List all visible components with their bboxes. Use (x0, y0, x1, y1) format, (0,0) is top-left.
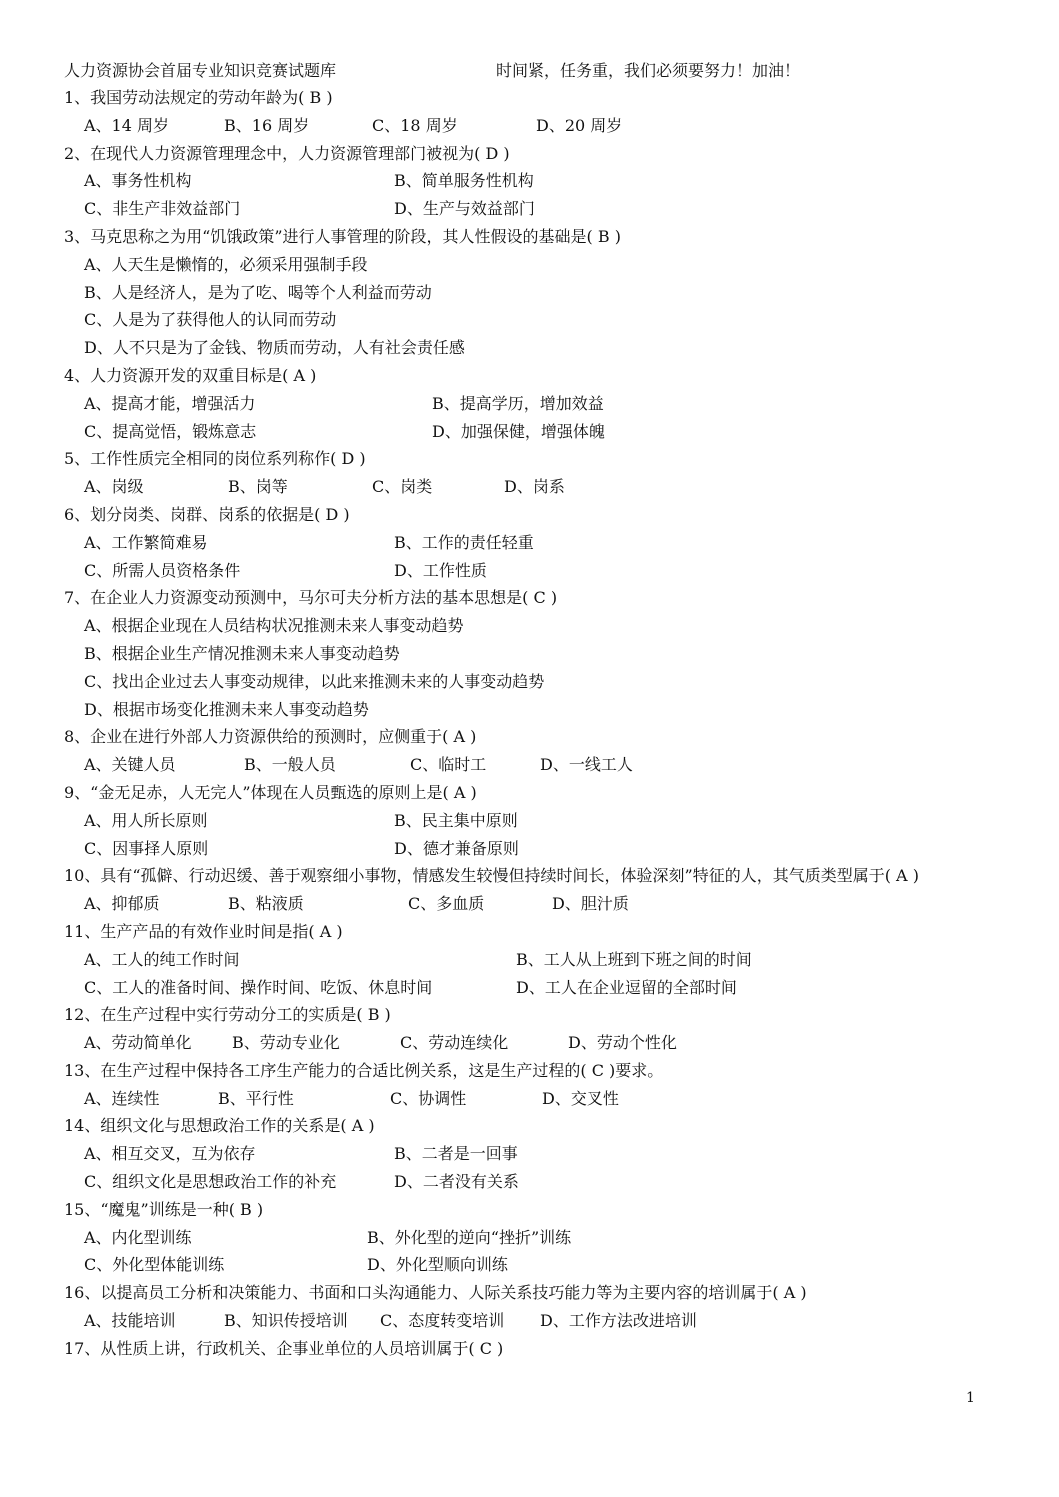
options-row (64, 1029, 994, 1057)
option-a: B、人是经济人，是为了吃、喝等个人利益而劳动 (84, 282, 432, 302)
option-c: C、态度转变培训 (380, 1311, 505, 1331)
option-b: B、外化型的逆向“挫折”训练 (367, 1227, 572, 1247)
option-a: A、提高才能，增强活力 (84, 393, 256, 413)
option-b: B、工人从上班到下班之间的时间 (516, 949, 752, 969)
options-row (64, 306, 994, 334)
question-text: 13、在生产过程中保持各工序生产能力的合适比例关系，这是生产过程的( C )要求。 (64, 1060, 664, 1080)
option-a: A、工人的纯工作时间 (84, 949, 240, 969)
option-c: C、18 周岁 (372, 115, 458, 135)
option-b: B、平行性 (218, 1088, 294, 1108)
option-b: D、工人在企业逗留的全部时间 (516, 977, 737, 997)
page-number: 1 (966, 1390, 975, 1406)
options-row (64, 251, 994, 279)
option-b: D、工作性质 (394, 560, 487, 580)
option-c: C、临时工 (410, 755, 487, 775)
option-a: A、劳动简单化 (84, 1033, 192, 1053)
question-text: 9、“金无足赤，人无完人”体现在人员甄选的原则上是( A ) (64, 782, 477, 802)
option-b: B、提高学历，增加效益 (432, 393, 604, 413)
option-a: C、找出企业过去人事变动规律，以此来推测未来的人事变动趋势 (84, 671, 545, 691)
document-page (64, 58, 994, 1363)
question-text: 17、从性质上讲，行政机关、企事业单位的人员培训属于( C ) (64, 1338, 504, 1358)
question-text: 10、具有“孤僻、行动迟缓、善于观察细小事物，情感发生较慢但持续时间长，体验深刻”特征的人，其气质类型属于( A ) (64, 866, 919, 886)
options-row (64, 807, 994, 835)
options-row (64, 167, 994, 195)
option-c: C、多血质 (408, 894, 485, 914)
question-text: 7、在企业人力资源变动预测中，马尔可夫分析方法的基本思想是( C ) (64, 588, 558, 608)
option-b: D、生产与效益部门 (394, 199, 535, 219)
option-a: D、根据市场变化推测未来人事变动趋势 (84, 699, 369, 719)
option-b: D、德才兼备原则 (394, 838, 519, 858)
question-text: 5、工作性质完全相同的岗位系列称作( D ) (64, 449, 366, 469)
option-d: D、20 周岁 (536, 115, 623, 135)
option-a: A、内化型训练 (84, 1227, 192, 1247)
header-title: 人力资源协会首届专业知识竞赛试题库 (64, 61, 337, 80)
options-row (64, 334, 994, 362)
option-a: A、连续性 (84, 1088, 160, 1108)
options-row (64, 890, 994, 918)
option-a: A、事务性机构 (84, 171, 192, 191)
options-row (64, 668, 994, 696)
option-b: B、简单服务性机构 (394, 171, 534, 191)
options-row (64, 751, 994, 779)
options-row (64, 473, 994, 501)
question-text: 4、人力资源开发的双重目标是( A ) (64, 365, 317, 385)
options-row (64, 112, 994, 140)
options-row (64, 418, 994, 446)
options-row (64, 640, 994, 668)
option-a: C、提高觉悟，锻炼意志 (84, 421, 257, 441)
option-a: A、用人所长原则 (84, 810, 208, 830)
options-row (64, 390, 994, 418)
option-b: D、二者没有关系 (394, 1172, 519, 1192)
option-a: C、因事择人原则 (84, 838, 209, 858)
options-row (64, 279, 994, 307)
option-a: C、工人的准备时间、操作时间、吃饭、休息时间 (84, 977, 433, 997)
options-row (64, 612, 994, 640)
options-row (64, 1307, 994, 1335)
option-b: B、一般人员 (244, 755, 336, 775)
option-a: C、外化型体能训练 (84, 1255, 225, 1275)
option-b: B、劳动专业化 (232, 1033, 340, 1053)
option-c: C、岗类 (372, 477, 433, 497)
option-c: C、劳动连续化 (400, 1033, 509, 1053)
options-row (64, 974, 994, 1002)
options-row (64, 195, 994, 223)
option-a: A、工作繁简难易 (84, 532, 208, 552)
header-slogan: 时间紧，任务重，我们必须要努力！加油！ (496, 61, 801, 80)
option-a: C、所需人员资格条件 (84, 560, 241, 580)
option-b: B、二者是一回事 (394, 1144, 518, 1164)
option-a: A、相互交叉，互为依存 (84, 1144, 256, 1164)
option-a: D、人不只是为了金钱、物质而劳动，人有社会责任感 (84, 338, 465, 358)
options-row (64, 1224, 994, 1252)
question-text: 1、我国劳动法规定的劳动年龄为( B ) (64, 88, 333, 107)
option-a: C、组织文化是思想政治工作的补充 (84, 1172, 337, 1192)
question-text: 14、组织文化与思想政治工作的关系是( A ) (64, 1116, 375, 1136)
option-d: D、一线工人 (540, 755, 633, 775)
option-b: B、民主集中原则 (394, 810, 518, 830)
options-row (64, 1140, 994, 1168)
options-row (64, 696, 994, 724)
option-b: B、工作的责任轻重 (394, 532, 534, 552)
options-row (64, 529, 994, 557)
option-a: A、抑郁质 (84, 894, 160, 914)
option-a: A、岗级 (84, 477, 144, 497)
option-d: D、交叉性 (542, 1088, 619, 1108)
option-d: D、工作方法改进培训 (540, 1311, 697, 1331)
options-row (64, 946, 994, 974)
options-row (64, 557, 994, 585)
option-a: B、根据企业生产情况推测未来人事变动趋势 (84, 643, 400, 663)
option-d: D、岗系 (504, 477, 565, 497)
page-header (64, 58, 994, 84)
option-b: D、加强保健，增强体魄 (432, 421, 605, 441)
option-b: B、16 周岁 (224, 115, 310, 135)
option-b: B、知识传授培训 (224, 1311, 348, 1331)
option-a: C、人是为了获得他人的认同而劳动 (84, 310, 337, 330)
options-row (64, 1085, 994, 1113)
options-row (64, 1251, 994, 1279)
option-c: C、协调性 (390, 1088, 467, 1108)
question-text: 2、在现代人力资源管理理念中，人力资源管理部门被视为( D ) (64, 143, 510, 163)
question-list (64, 84, 994, 1363)
option-b: D、外化型顺向训练 (367, 1255, 508, 1275)
option-a: A、人天生是懒惰的，必须采用强制手段 (84, 254, 368, 274)
question-text: 3、马克思称之为用“饥饿政策”进行人事管理的阶段，其人性假设的基础是( B ) (64, 226, 621, 246)
option-b: B、粘液质 (228, 894, 304, 914)
options-row (64, 835, 994, 863)
options-row (64, 1168, 994, 1196)
option-a: C、非生产非效益部门 (84, 199, 241, 219)
question-text: 16、以提高员工分析和决策能力、书面和口头沟通能力、人际关系技巧能力等为主要内容的培训属于( A ) (64, 1283, 807, 1303)
option-d: D、胆汁质 (552, 894, 629, 914)
question-text: 11、生产产品的有效作业时间是指( A ) (64, 921, 343, 941)
option-a: A、14 周岁 (84, 115, 170, 135)
option-a: A、关键人员 (84, 755, 176, 775)
question-text: 8、企业在进行外部人力资源供给的预测时，应侧重于( A ) (64, 727, 477, 747)
option-a: A、技能培训 (84, 1311, 176, 1331)
option-a: A、根据企业现在人员结构状况推测未来人事变动趋势 (84, 616, 464, 636)
question-text: 15、“魔鬼”训练是一种( B ) (64, 1199, 264, 1219)
question-text: 6、划分岗类、岗群、岗系的依据是( D ) (64, 504, 350, 524)
option-b: B、岗等 (228, 477, 288, 497)
option-d: D、劳动个性化 (568, 1033, 677, 1053)
question-text: 12、在生产过程中实行劳动分工的实质是( B ) (64, 1005, 391, 1025)
